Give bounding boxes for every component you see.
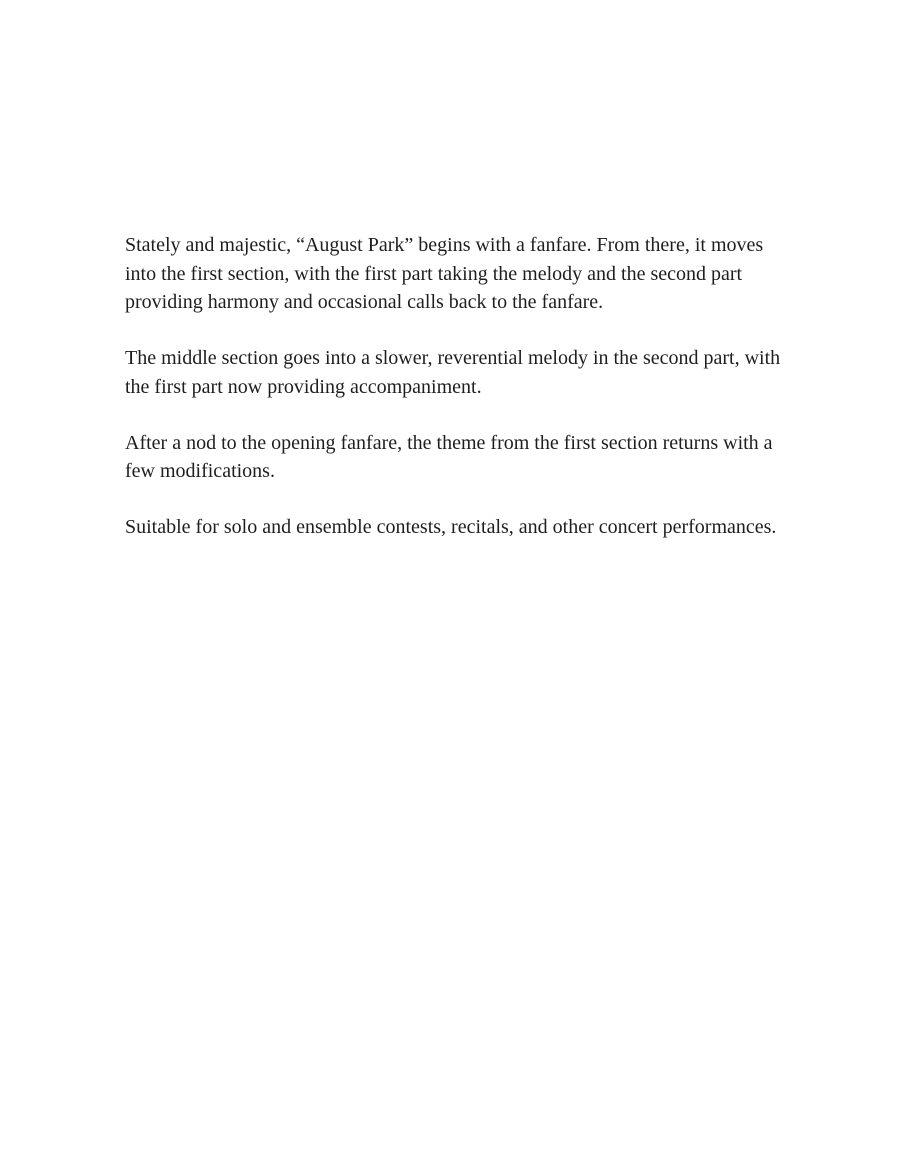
paragraph-middle-section: The middle section goes into a slower, reverential melody in the second part, with the first part now providing accompaniment. xyxy=(125,347,781,398)
document-body xyxy=(125,231,795,569)
paragraph-theme-return: After a nod to the opening fanfare, the theme from the first section returns with a few modifications. xyxy=(125,431,773,482)
paragraph-suitability: Suitable for solo and ensemble contests, recitals, and other concert performances. xyxy=(125,516,777,538)
paragraph-fanfare-intro: Stately and majestic, “August Park” begins with a fanfare. From there, it moves into the first section, with the first part taking the melody and the second part providing harmony and occasional calls back to the fanfare. xyxy=(125,234,764,313)
